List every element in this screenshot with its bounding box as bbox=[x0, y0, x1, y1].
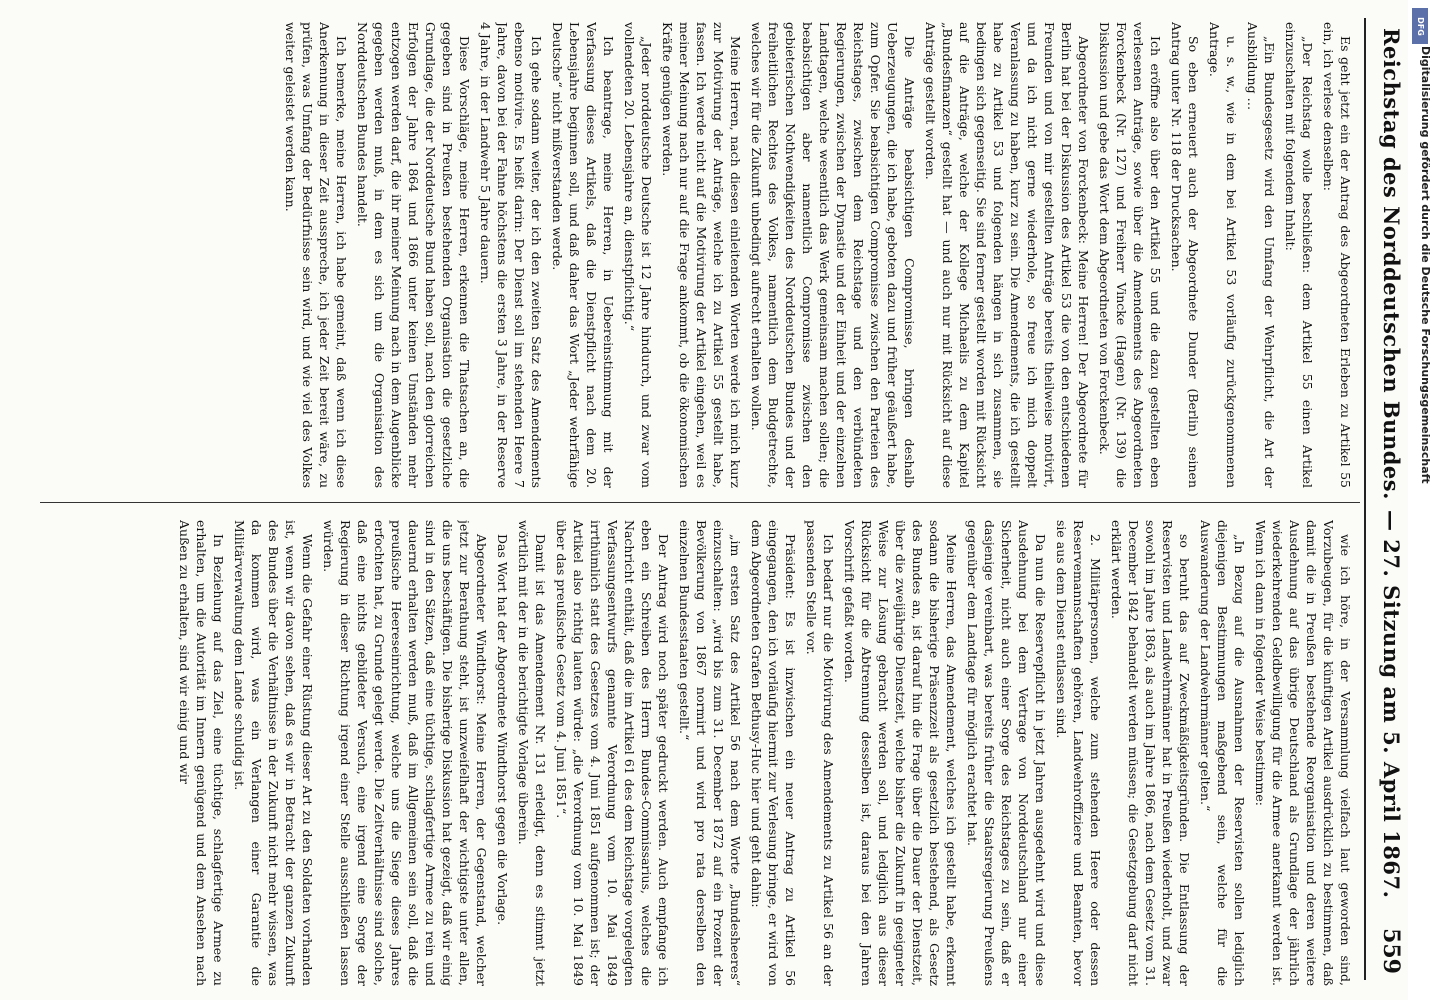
paragraph: Ich bedarf nur die Motivirung des Amendements zu Artikel 56 an der passenden Stelle vor. bbox=[804, 520, 836, 986]
paragraph: Meine Herren, nach diesen einleitenden Worten werde ich mich kurz zur Motivirung der Anträge, welche ich zu Artikel 55 gestellt habe, fassen. Ich werde nicht auf die Motivirung der Artikel eingehen, weil es meiner Meinung nach nur auf die Frage ankommt, ob die ökonomischen Kräfte genügen werden. bbox=[660, 22, 743, 488]
running-head-right: — 27. Sitzung am 5. April 1867. bbox=[1379, 510, 1404, 899]
left-column bbox=[54, 22, 1354, 488]
paragraph: „In Bezug auf die Ausnahmen der Reservisten sollen lediglich diejenigen Bestimmungen maßgebend sein, welche für die Auswanderung der Landwehrmänner gelten.“ bbox=[1198, 520, 1247, 986]
paragraph: 2. Militärpersonen, welche zum stehenden Heere oder dessen Reservemannschaften gehören, Landwehroffiziere und Beamten, bevor sie aus dem Dienst entlassen sind. bbox=[1054, 520, 1103, 986]
paragraph: wie ich höre, in der Versammlung vielfach laut geworden sind, Vorzubeugen, für die künftigen Artikel ausdrücklich zu bestimmen, daß damit die in Preußen bestehende Reorganisation und deren weitere Ausdehnung auf das übrige Deutschland als Grundlage der jährlich wiederkehrenden Geldbewilligung für die Armee anerkannt werden ist. Wenn ich dann in folgender Weise bestimme: bbox=[1253, 520, 1353, 986]
paragraph: Diese Vorschläge, meine Herren, erkennen die Thatsachen an, die gegeben sind in Preußen bestehenden Organisation die gesetzliche Grundlage, die der Norddeutsche Bund haben soll, nach den glorreichen Erfolgen der Jahre 1864 und 1866 unter keinen Umständen mehr entzogen werden darf, die ihr meiner Meinung nach in dem Augenblicke gegeben werden muß, in dem es sich um die Organisation des Norddeutschen Bundes handelt. bbox=[355, 22, 472, 488]
paragraph: Ich gehe sodann weiter, der ich den zweiten Satz des Amendements ebenso motivire. Es heißt darin: Der Dienst soll im stehenden Heere 7 Jahre, davon bei der Fahne höchstens die ersten 3 Jahre, in der Reserve 4 Jahre, in der Landwehr 5 Jahre dauern. bbox=[478, 22, 544, 488]
right-column bbox=[54, 520, 1354, 986]
paragraph: Abgeordneter von Forckenbeck: Meine Herren! Der Abgeordnete für Berlin hat bei der Diskussion des Artikel 53 die von den entschiedenen Freunden und von mir gestellten Anträge bereits theilweise motivirt, und da ich nicht gerne wiederhole, so freue ich mich doppelt Veranlassung zu haben, kurz zu sein. Die Amendements, die ich gestellt habe zu Artikel 53 und folgenden hängen in sich zusammen, sie bedingen sich gegenseitig. Sie sind ferner gestellt worden mit Rücksicht auf die Anträge, welche der Kollege Michaelis zu dem Kapitel „Bundesfinanzen“ gestellt hat — und auch nur mit Rücksicht auf diese Anträge gestellt worden. bbox=[923, 22, 1091, 488]
paragraph: Abgeordneter Windthorst: Meine Herren, der Gegenstand, welcher jetzt zur Berathung steht, ist unzweifelhaft der wichtigste unter allen, die uns beschäftigen. Die bisherige Diskussion hat gezeigt, daß wir einig sind in den Sätzen, daß eine tüchtige, schlagfertige Armee zu rein und dauernd erhalten werden muß, daß im Allgemeinen sein soll, daß die preußische Heereseinrichtung, welche uns die Siege dieses Jahres erfochten hat, zu Grunde gelegt werde. Die Zeitverhältnisse sind solche, daß eine nichts gebildeter Versuch, eine irgend eine Sorge der Regierung in dieser Richtung irgend einer Stelle ausschließen lassen würden. bbox=[321, 520, 489, 986]
dfg-logo: DFG bbox=[1412, 8, 1428, 44]
paragraph: Es geht jetzt ein der Antrag des Abgeordneten Erleben zu Artikel 55 ein, ich verlese denselben: bbox=[1321, 22, 1353, 488]
paragraph: „Ein Bundesgesetz wird den Umfang der Wehrpflicht, die Art der Ausbildung … bbox=[1245, 22, 1277, 488]
running-head bbox=[1366, 18, 1410, 980]
paragraph: Die Anträge beabsichtigen Compromisse, bringen deshalb Ueberzeugungen, die ich habe, geboten dazu und früher geäußert habe, zum Opfer. Sie beabsichtigen Compromisse zwischen den Parteien des Reichstages, zwischen dem Reichstage und den verbündeten Regierungen, zwischen der Dynastie und der Einheit und der einzelnen Landtagen, welche wesentlich das Werk gemeinsam machen sollen; die beabsichtigen aber namentlich Compromisse zwischen den gebieterischen Nothwendigkeiten des Norddeutschen Bundes und der freiheitlichen Rechtes des Volkes, namentlich dem Budgetrechte, welches wir für die Zukunft unbedingt aufrecht erhalten wollen. bbox=[749, 22, 917, 488]
header-rule bbox=[1364, 18, 1366, 980]
paragraph: so beruht das auf Zweckmäßigkeitsgründen. Die Entlassung der Reservisten und Landwehrmänner hat in Preußen wiederholt, und zwar sowohl im Jahre 1863, als auch im Jahre 1866, nach dem Gesetz vom 31. December 1842 behandelt werden müssen; die Gesetzgebung darf nicht erklärt werden. bbox=[1109, 520, 1192, 986]
running-head-left: Reichstag des Norddeutschen Bundes. bbox=[1379, 28, 1404, 500]
paragraph: u. s. w., wie in dem bei Artikel 53 vorläufig zurückgenommenen Antrage. bbox=[1207, 22, 1239, 488]
column-rule bbox=[40, 502, 1360, 503]
paragraph: Damit ist das Amendement Nr. 131 erledigt, denn es stimmt jetzt wörtlich mit der in die berichtigte Vorlage überein. bbox=[516, 520, 548, 986]
paragraph: „im ersten Satz des Artikel 56 nach dem Worte „Bundesheeres“ einzuschalten: „wird bis zum 31. December 1872 auf ein Prozent der Bevölkerung von 1867 normirt und wird pro rata derselben den einzelnen Bundesstaaten gestellt.“ bbox=[677, 520, 743, 986]
digitization-credit: Digitalisierung gefördert durch die Deutsche Forschungsgemeinschaft bbox=[1419, 46, 1432, 484]
paragraph: So eben erneuert auch der Abgeordnete Dunder (Berlin) seinen Antrag unter Nr. 118 der Drucksachen. bbox=[1169, 22, 1201, 488]
paragraph: „Jeder norddeutsche Deutsche ist 12 Jahre hindurch, und zwar vom vollendeten 20. Lebensjahre an, dienstpflichtig.“ bbox=[622, 22, 654, 488]
paragraph: Präsident: Es ist inzwischen ein neuer Antrag zu Artikel 56 eingegangen, den ich vorläufig hiermit zur Verlesung bringe, er wird von dem Abgeordneten Grafen Bethusy-Huc hier und geht dahin: bbox=[749, 520, 798, 986]
paragraph: Meine Herren, das Amendement, welches ich gestellt habe, erkennt sodann die bisherige Präsenzzeit als gesetzlich bestehend, als Gesetz des Bundes an, ist darauf hin die Frage über die Dauer der Dienstzeit, über die zweijährige Dienstzeit, welche bisher die Zukunft in geeigneter Weise zur Lösung gebracht werden soll, und lediglich aus dieser Rücksicht für die Abtrennung desselben ist, daraus bei den Jahren Vorschrift gefaßt worden. bbox=[842, 520, 959, 986]
paragraph: In Beziehung auf das Ziel, eine tüchtige, schlagfertige Armee zu erhalten, um die Autorität im Innern genügend und dem Ansehen nach Außen zu erhalten, sind wir einig und wir bbox=[177, 520, 226, 986]
page-number: 559 bbox=[1378, 928, 1404, 974]
paragraph: Wenn die Gefahr einer Rüstung dieser Art zu den Soldaten vorhanden ist, wenn wir davon sehen, daß es wir in Betracht der ganzen Zukunft des Bundes über die Verhältnisse in der Zukunft nicht mehr wissen, was da kommen wird, was ein Verlangen einer Garantie die Militärverwaltung dem Lande schuldig ist. bbox=[232, 520, 315, 986]
paragraph: Da nun die Reservepflicht in jetzt Jahren ausgedehnt wird und diese Ausdehnung bei dem Vertrage von Norddeutschland nur einer Sicherheit, nicht auch einer Sorge des Reichstages zu sein, daß er dasjenige vereinbart, was bereits früher die Staatsregierung Preußens gegenüber dem Landtage für möglich erachtet hat. bbox=[965, 520, 1048, 986]
paragraph: Der Antrag wird noch später gedruckt werden. Auch empfange ich eben ein Schreiben des Herrn Bundes-Commissarius, welches die Nachricht enthält, daß die im Artikel 61 des dem Reichstage vorgelegten Verfassungsentwurfs genannte Verordnung vom 10. Mai 1849 irrthümlich statt des Gesetzes vom 4. Juni 1851 aufgenommen ist; der Artikel also richtig lauten würde: „die Verordnung vom 10. Mai 1849 über das preußische Gesetz vom 4. Juni 1851“. bbox=[554, 520, 671, 986]
paragraph: Das Wort hat der Abgeordnete Windthorst gegen die Vorlage. bbox=[495, 534, 510, 926]
paragraph: „Der Reichstag wolle beschließen: dem Artikel 55 einen Artikel einzuschalten mit folgendem Inhalt: bbox=[1283, 22, 1315, 488]
paragraph: Ich bemerke, meine Herren, ich habe gemeint, daß wenn ich diese Anerkennung in dieser Zeit ausspreche, ich jeder Zeit bereit wäre, zu prüfen, was Umfang der Bedürfnisse sein wird, und wie viel des Volkes weiter geleistet werden kann. bbox=[283, 22, 349, 488]
paragraph: Ich beantrage, meine Herren, in Uebereinstimmung mit der Verfassung dieses Artikels, daß die Dienstpflicht nach dem 20. Lebensjahre beginnen soll, und daß daher das Wort „Jeder wehrfähige Deutsche“ nicht mißverstanden werde. bbox=[550, 22, 616, 488]
paragraph: Ich eröffne also über den Artikel 55 und die dazu gestellten eben verlesenen Anträge, sowie über die Amendements des Abgeordneten Forckenbeck (Nr. 127) und Freiherr Vincke (Hagen) (Nr. 139) die Diskussion und gebe das Wort dem Abgeordneten von Forckenbeck. bbox=[1097, 22, 1163, 488]
